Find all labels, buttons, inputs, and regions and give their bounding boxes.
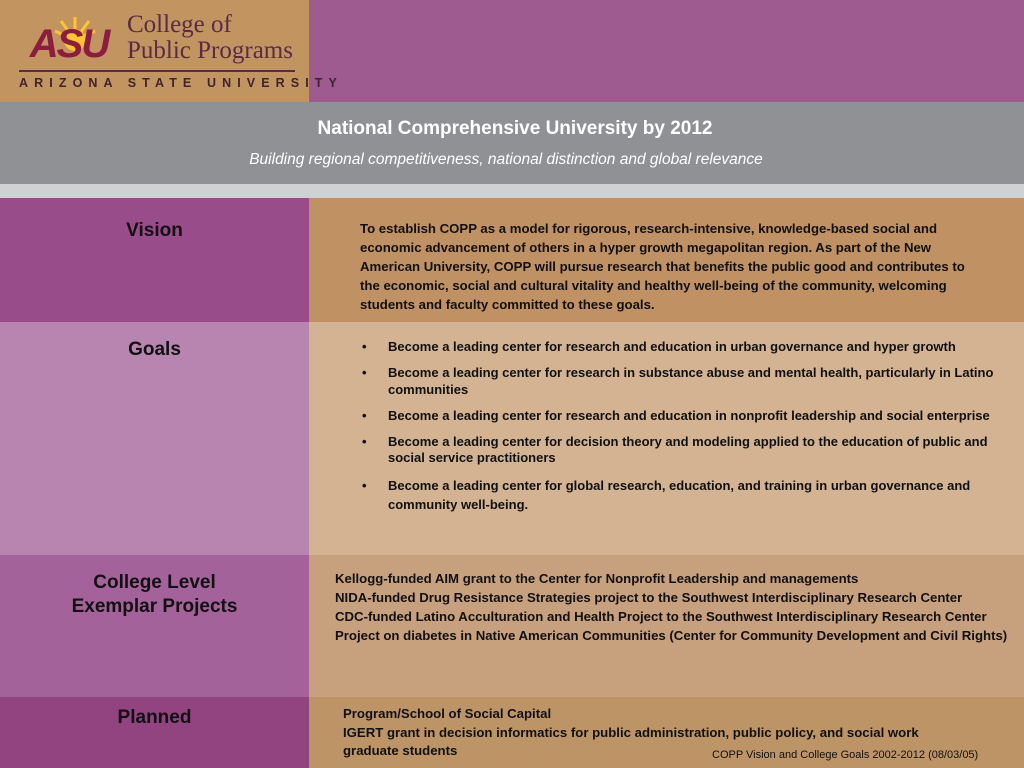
header-band [309,0,1024,102]
footer-note: COPP Vision and College Goals 2002-2012 (08/03/05) [712,749,979,761]
bullet-icon: • [362,433,367,449]
goals-label: Goals [128,339,181,360]
title-band [0,102,1024,184]
goal-item: • Become a leading center for research in substance abuse and mental health, particularly in Latino communities [362,365,994,397]
college-name [127,12,293,64]
bullet-icon: • [362,365,367,380]
college-line-1: College of [127,11,232,38]
goal-item: • Become a leading center for global research, education, and training in urban governance and community well-being. [362,478,971,512]
projects-label-line-2: Exemplar Projects [71,596,238,617]
projects-list [335,569,1015,645]
project-item: NIDA-funded Drug Resistance Strategies project to the Southwest Interdisciplinary Research Center [335,590,963,605]
planned-item: IGERT grant in decision informatics for public administration, public policy, and social work graduate students [343,724,919,759]
project-item: CDC-funded Latino Acculturation and Health Project to the Southwest Interdisciplinary Research Center [335,609,987,624]
planned-label: Planned [117,707,192,728]
college-line-2: Public Programs [127,37,293,64]
projects-label [0,571,309,619]
page-title: National Comprehensive University by 2012 [317,118,713,139]
goals-list [360,339,1010,524]
bullet-icon: • [362,478,367,493]
bullet-icon: • [362,339,367,354]
vision-label-cell [0,198,309,322]
project-item: Project on diabetes in Native American Communities (Center for Community Development and Civil Rights) [335,628,1008,643]
university-name: ARIZONA STATE UNIVERSITY [19,76,343,90]
vision-label: Vision [126,220,183,241]
projects-label-line-1: College Level [93,572,216,593]
project-item: Kellogg-funded AIM grant to the Center for Nonprofit Leadership and managements [335,571,859,586]
goal-item: • Become a leading center for decision theory and modeling applied to the education of public and social service practitioners [362,433,988,465]
planned-item: Program/School of Social Capital [343,706,552,721]
page-subtitle: Building regional competitiveness, national distinction and global relevance [249,151,763,168]
asu-logo-mark [19,13,121,65]
asu-logo-text: ASU [29,22,109,65]
logo-divider [19,70,295,72]
bullet-icon: • [362,407,367,423]
vision-text: To establish COPP as a model for rigorous, research-intensive, knowledge-based social and economic advancement of others in a hyper growth megapolitan region. As part of the New American University, COPP will pursue research that benefits the public good and contributes to the economic, social and cultural vitality and healthy well-being of the community, welcoming students and faculty committed to these goals. [360,221,965,312]
goal-item: • Become a leading center for research and education in urban governance and hyper growth [362,339,956,354]
goal-item: • Become a leading center for research and education in nonprofit leadership and social enterprise [362,407,990,423]
